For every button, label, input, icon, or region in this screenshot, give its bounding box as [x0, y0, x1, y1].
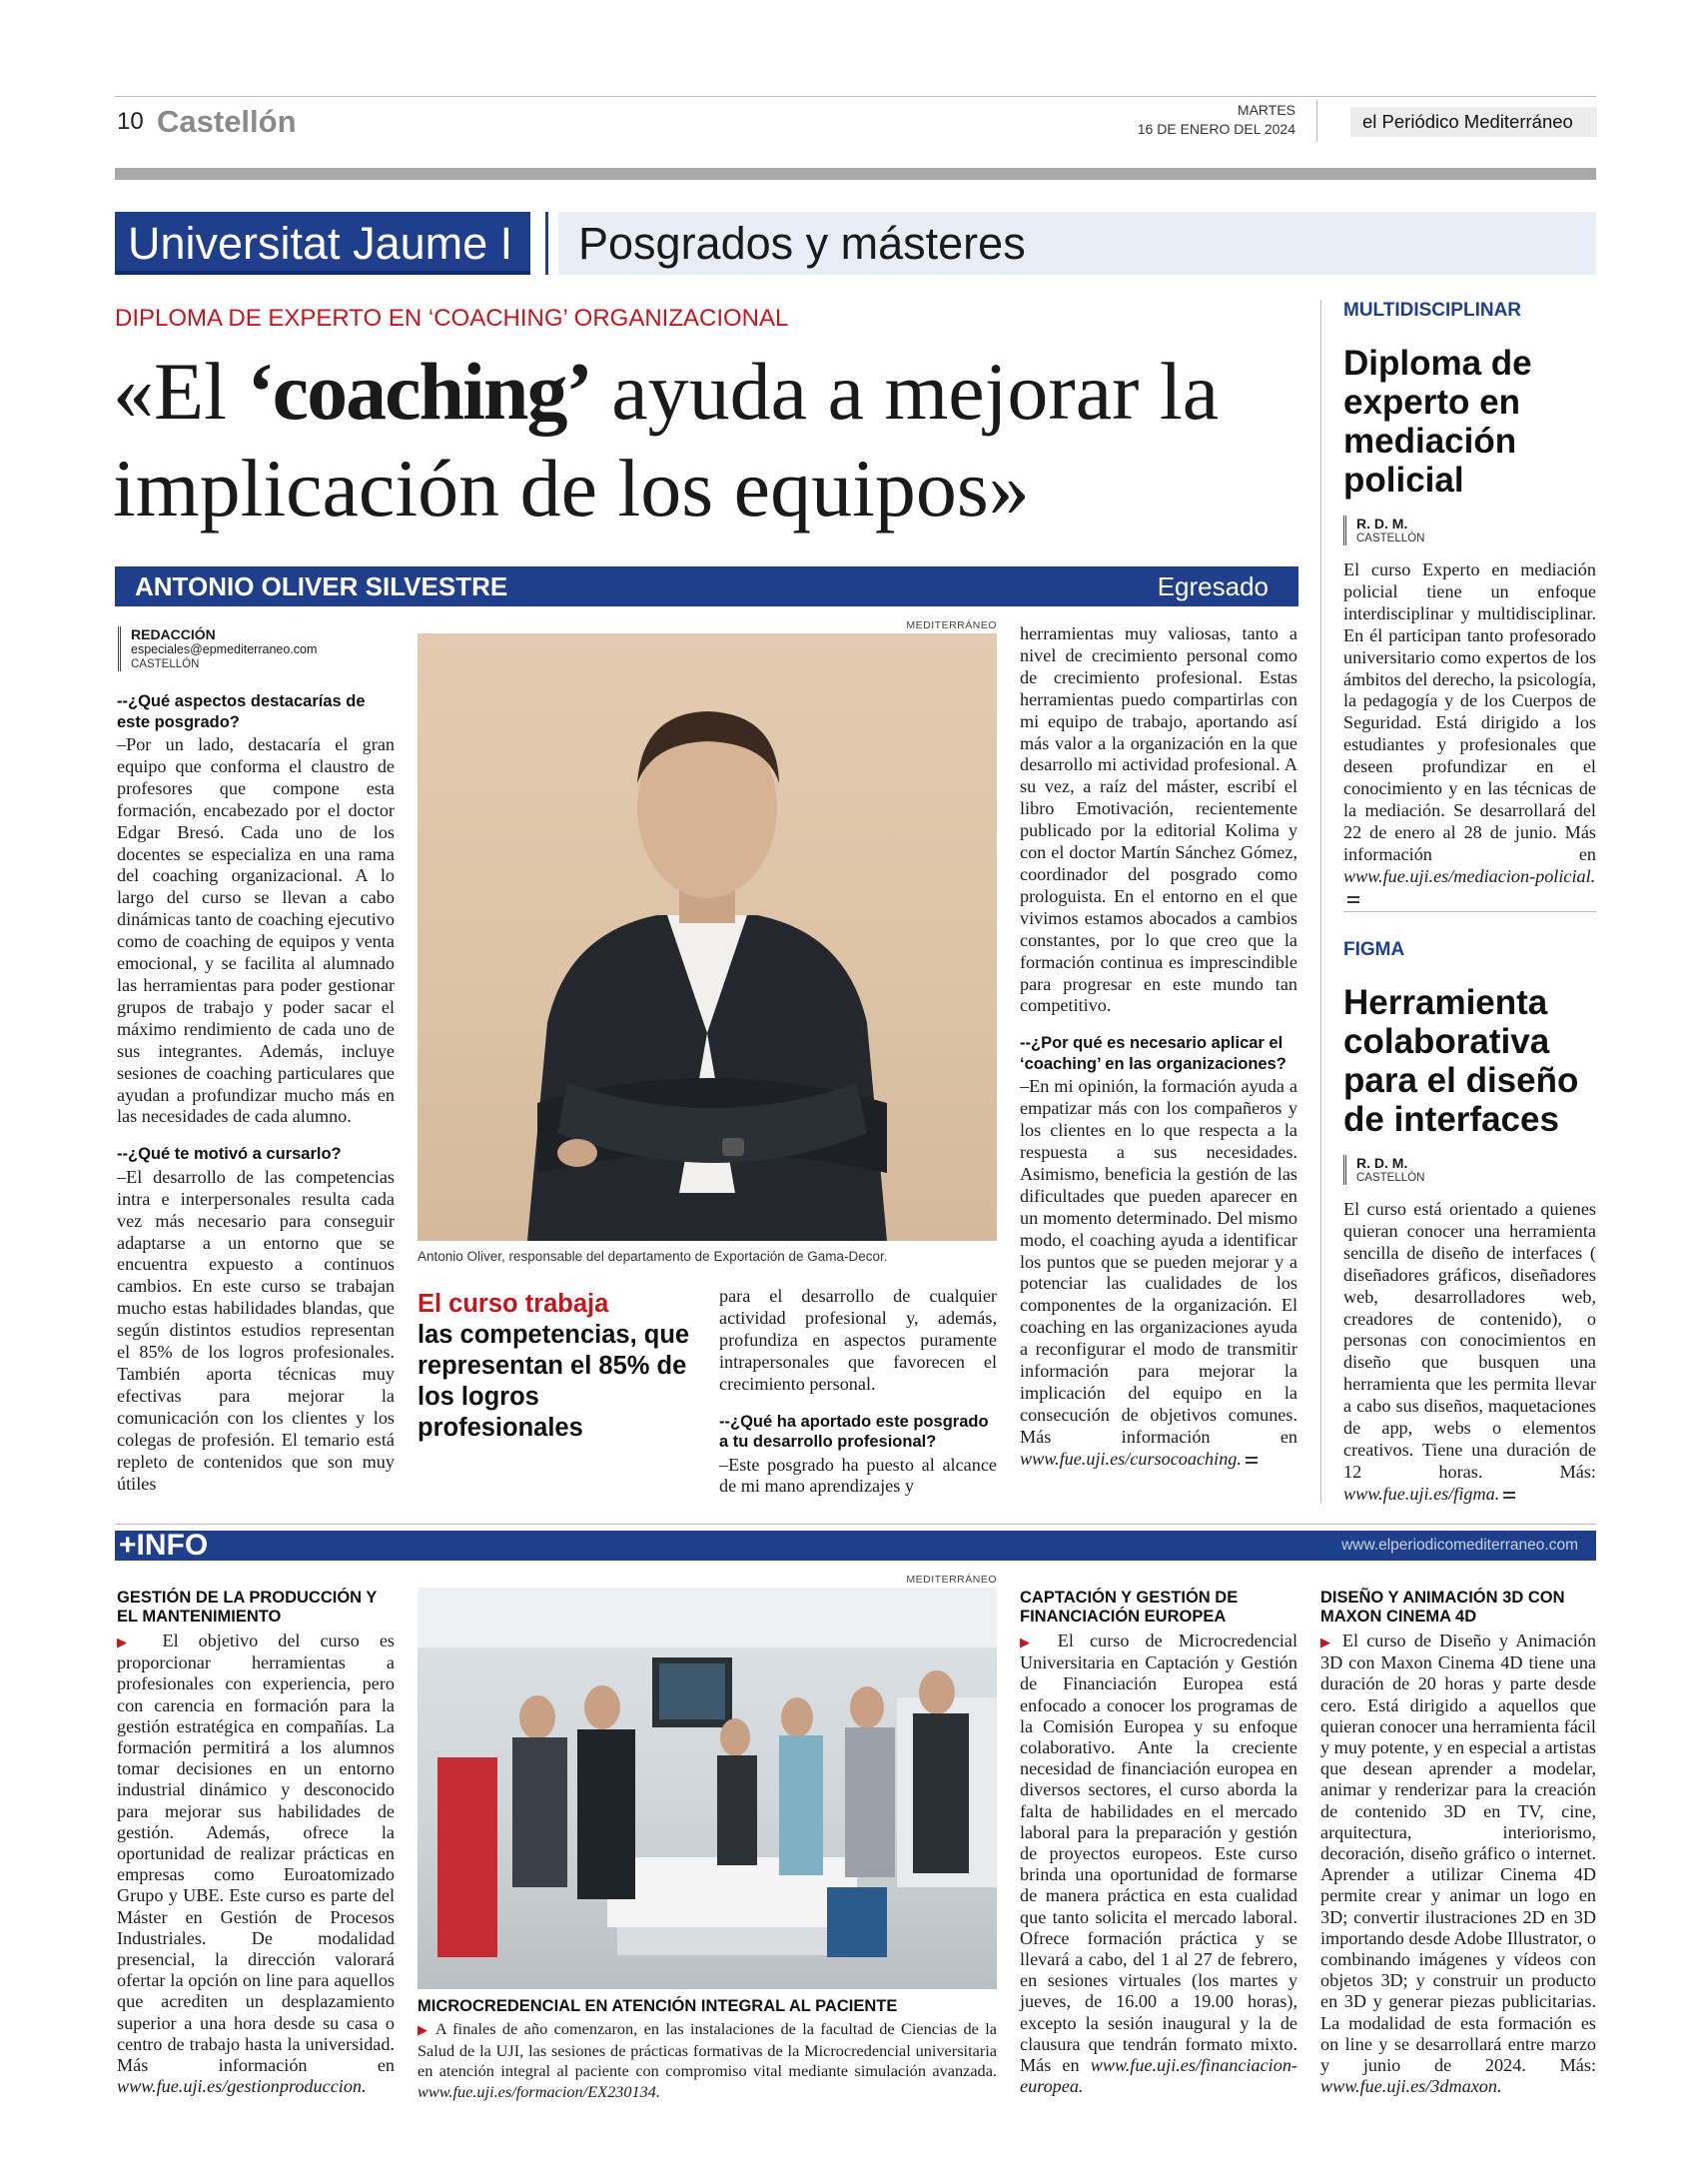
sidebar-1-label: MULTIDISCIPLINAR: [1343, 300, 1522, 321]
answer-2-continued: para el desarrollo de cualquier actividad profesional y, además, profundiza en aspectos puramente intrapersonales que favorecen el crecimiento personal.: [719, 1286, 997, 1394]
sidebar-1-title: Diploma de experto en mediación policial: [1343, 344, 1532, 500]
info-column-1: [117, 1589, 395, 2097]
question-4: --¿Por qué es necesario aplicar el ‘coaching’ en las organizaciones?: [1020, 1034, 1286, 1073]
byline-city: CASTELLÓN: [131, 658, 200, 670]
answer-4-text: –En mi opinión, la formación ayuda a empatizar más con los compañeros y los clientes en lo que respecta a la respuesta a sus necesidades. Asimismo, beneficia la gestión de las dificultades que pueden aparecer en un momento determinado. Del mismo modo, el coaching ayuda a identificar los puntos que se pueden mejorar y a potenciar las cualidades de los componentes de la organización. El coaching en las organizaciones ayuda a reconfigurar el modo de transmitir información para mejorar la implicación del equipo en la consecución de objetivos comunes. Más información en: [1020, 1076, 1297, 1447]
info-1-text: [117, 1631, 395, 2097]
banner-topic: Posgrados y másteres: [558, 212, 1596, 275]
info-3-text: [1020, 1631, 1297, 2097]
info-4-body: El curso de Diseño y Animación 3D con Maxon Cinema 4D tiene una duración de 20 horas y parte desde cero. Está dirigido a aquellos que quieran conocer una herramienta fácil y muy potente, y en especial a artistas que desean aprender a modelar, animar y renderizar para la creación de contenido 3D en TV, cine, arquitectura, interiorismo, decoración, diseño gráfico o internet. Aprender a utilizar Cinema 4D permite crear y animar un logo en 3D; convertir ilustraciones 2D en 3D importando desde Adobe Illustrator, o combinando imágenes y vídeos con objetos 3D; y construir un producto en 3D y generar piezas publicitarias. La modalidad de esta formación es on line y se desarrollará entre marzo y junio de 2024. Más:: [1320, 1631, 1597, 2076]
byline-email: especiales@epmediterraneo.com: [131, 642, 318, 656]
info-3-title: CAPTACIÓN Y GESTIÓN DE FINANCIACIÓN EUROPEA: [1020, 1589, 1239, 1626]
question-3: --¿Qué ha aportado este posgrado a tu desarrollo profesional?: [719, 1412, 989, 1452]
answer-3-continued: herramientas muy valiosas, tanto a nivel de crecimiento personal como de crecimiento profesional. Estas herramientas puedo compartirlas con mi equipo de trabajo, aportando así más valor a la organización en la que desarrollo mi actividad profesional. A su vez, a raíz del máster, escribí el libro Emotivación, recientemente publicado por la editorial Kolima y con el doctor Martín Sánchez Gómez, coordinador del posgrado como prologuista. En el entorno en el que vivimos estamos abocados a cambios constantes, por lo que creo que la formación continua es imprescindible para progresar en este mundo tan competitivo.: [1020, 623, 1297, 1016]
info-photo: [418, 1588, 997, 1989]
page-number: 10: [117, 108, 144, 135]
pull-quote-red: El curso trabaja: [418, 1290, 609, 1318]
info-3-link[interactable]: www.fue.uji.es/financiacion-europea.: [1020, 2055, 1297, 2097]
banner-university: Universitat Jaume I: [115, 212, 530, 275]
section-name: Castellón: [157, 104, 297, 139]
portrait-illustration: [418, 633, 997, 1241]
portrait-caption: Antonio Oliver, responsable del departamento de Exportación de Gama-Decor.: [418, 1249, 888, 1264]
info-photo-caption: [418, 2019, 997, 2102]
article-column-4: [1020, 623, 1297, 1471]
sidebar-1-byline-name: R. D. M.: [1356, 516, 1408, 532]
answer-4-link[interactable]: www.fue.uji.es/cursocoaching.: [1020, 1448, 1242, 1469]
portrait-credit: MEDITERRÁNEO: [906, 619, 997, 631]
info-photo-link[interactable]: www.fue.uji.es/formacion/EX230134.: [418, 2081, 661, 2101]
header-weekday: MARTES: [1237, 102, 1295, 118]
article-kicker: DIPLOMA DE EXPERTO EN ‘COACHING’ ORGANIZACIONAL: [115, 305, 789, 332]
sidebar-rule: [1343, 911, 1596, 912]
sidebar-2-byline-city: CASTELLÓN: [1356, 1172, 1425, 1184]
info-3-body: El curso de Microcredencial Universitaria en Captación y Gestión de Financiación Europea está enfocado a conocer los programas de la Comisión Europea y su enfoque colaborativo. Ante la creciente necesidad de financiación europea en diversos sectores, el curso aborda la falta de habilidades en el mercado laboral para la preparación y gestión de proyectos europeos. Este curso brinda una oportunidad de formarse de manera práctica en esta cualidad que tanto solicita el mercado laboral. Ofrece formación práctica y se llevará a cabo, del 1 al 27 de febrero, en sesiones virtuales (los martes y jueves, de 16.00 a 19.00 horas), excepto la sesión inaugural y la de clausura que tendrán formato mixto. Más en: [1020, 1631, 1298, 2076]
sidebar-2-byline-name: R. D. M.: [1356, 1155, 1408, 1171]
portrait-photo: [418, 633, 997, 1241]
sidebar-2-byline: [1343, 1155, 1596, 1185]
sidebar-story-2: [1343, 939, 1596, 1506]
info-top-rule: [115, 1524, 1596, 1525]
interviewee-name: ANTONIO OLIVER SILVESTRE: [135, 571, 508, 601]
article-column-3: [719, 1286, 997, 1498]
sidebar-divider: [1320, 300, 1321, 1504]
header-bar: [115, 168, 1596, 180]
question-2: --¿Qué te motivó a cursarlo?: [117, 1145, 342, 1164]
byline-name: REDACCIÓN: [131, 626, 216, 642]
bullet-arrow-icon: ▶: [1320, 1635, 1334, 1649]
end-mark-icon: [1347, 896, 1359, 903]
article-byline: [118, 626, 411, 671]
answer-4: [1020, 1076, 1297, 1470]
info-1-link[interactable]: www.fue.uji.es/gestionproduccion.: [117, 2076, 367, 2097]
answer-3: –Este posgrado ha puesto al alcance de mi mano aprendizajes y: [719, 1454, 997, 1497]
bullet-arrow-icon: ▶: [1020, 1635, 1042, 1649]
header-top-rule: [115, 96, 1596, 97]
info-1-title: GESTIÓN DE LA PRODUCCIÓN Y EL MANTENIMIENTO: [117, 1589, 378, 1626]
article-headline: [113, 343, 1311, 537]
sidebar-1-text: [1343, 559, 1596, 910]
headline-post: ayuda a mejorar la implicación de los equipos»: [113, 346, 1220, 534]
info-bar: [115, 1531, 1596, 1561]
answer-1: –Por un lado, destacaría el gran equipo que conforma el claustro de profesores que compone esta formación, encabezado por el doctor Edgar Bresó. Cada uno de los docentes se especializa en una rama del coaching organizacional. A lo largo del curso se llevan a cabo dinámicas tanto de coaching ejecutivo como de coaching de equipos y venta emocional, y se facilita al alumnado las herramientas para poder gestionar grupos de trabajo y poder sacar el máximo rendimiento de cada uno de sus integrantes. Además, incluye sesiones de coaching particulares que ayudan a profundizar mucho más en las necesidades de cada alumno.: [117, 734, 395, 1127]
info-column-3: [1020, 1589, 1297, 2097]
sidebar-1-byline-city: CASTELLÓN: [1356, 533, 1425, 545]
bullet-arrow-icon: ▶: [117, 1635, 143, 1649]
info-website[interactable]: www.elperiodicomediterraneo.com: [1341, 1537, 1578, 1554]
interviewee-bar: [115, 566, 1298, 606]
answer-2: –El desarrollo de las competencias intra e interpersonales resulta cada vez más necesario para conseguir adaptarse a un entorno que se encuentra expuesto a continuos cambios. En este curso se trabajan mucho estas habilidades blandas, que según distintos estudios representan el 85% de los logros profesionales. También aporta técnicas muy efectivas para mejorar la comunicación con los clientes y los colegas de profesión. El temario está repleto de contenidos que son muy útiles: [117, 1166, 395, 1494]
article-column-1: [117, 691, 395, 1495]
bullet-arrow-icon: ▶: [418, 2022, 430, 2037]
pull-quote: [418, 1289, 697, 1444]
banner-divider: [545, 212, 548, 275]
info-4-text: [1320, 1631, 1596, 2097]
info-1-body: El objetivo del curso es proporcionar herramientas a profesionales con experiencia, pero con carencia en formación para la gestión estratégica en compañías. La formación permitirá a los alumnos tomar decisiones en un entorno industrial dinámico y desconocido para mejorar sus habilidades de gestión. Además, ofrece la oportunidad de realizar prácticas en empresas como Euroatomizado Grupo y UBE. Este curso es parte del Máster en Gestión de Procesos Industriales. De modalidad presencial, la dirección valorará ofertar la opción on line para aquellos que acrediten un desplazamiento superior a una hora desde su casa o centro de trabajo hasta la universidad. Más información en: [117, 1631, 395, 2076]
sidebar-1-link[interactable]: www.fue.uji.es/mediacion-policial.: [1343, 865, 1596, 886]
sidebar-1-byline: [1343, 516, 1596, 546]
interviewee-role: Egresado: [1157, 571, 1269, 601]
sidebar-2-title: Herramienta colaborativa para el diseño de interfaces: [1343, 983, 1579, 1139]
sidebar-2-text: [1343, 1199, 1596, 1506]
pull-quote-text: las competencias, que representan el 85% de los logros profesionales: [418, 1321, 690, 1442]
sidebar-2-label: FIGMA: [1343, 939, 1405, 960]
info-4-link[interactable]: www.fue.uji.es/3dmaxon.: [1320, 2076, 1502, 2097]
info-4-title: DISEÑO Y ANIMACIÓN 3D CON MAXON CINEMA 4D: [1320, 1589, 1565, 1626]
end-mark-icon: [1503, 1492, 1515, 1499]
sidebar-1-body: El curso Experto en mediación policial tiene un enfoque interdisciplinar y multidisciplinar. En él participan tanto profesorado universitario como expertos de los ámbitos del derecho, la psicología, la pedagogía y de los Cuerpos de Seguridad. Está dirigido a los estudiantes y profesionales que deseen profundizar en el conocimiento y en las técnicas de la mediación. Se desarrollará del 22 de enero al 28 de junio. Más información en: [1343, 559, 1596, 864]
info-photo-credit: MEDITERRÁNEO: [906, 1574, 997, 1586]
hospital-scene-illustration: [418, 1588, 997, 1989]
newspaper-name: el Periódico Mediterráneo: [1350, 107, 1597, 137]
sidebar-2-body: El curso está orientado a quienes quieran conocer una herramienta sencilla de diseño de interfaces ( diseñadores gráficos, diseñadores web, desarrolladores web, creadores de contenido), o personas con conocimientos en diseño que busquen una herramienta que les permita llevar a cabo sus diseños, maquetaciones de app, webs o elementos creativos. Tiene una duración de 12 horas. Más:: [1343, 1199, 1596, 1482]
question-1: --¿Qué aspectos destacarías de este posgrado?: [117, 692, 366, 731]
headline-pre: «El: [113, 346, 248, 437]
header-divider: [1316, 100, 1317, 142]
end-mark-icon: [1246, 1457, 1258, 1464]
sidebar-story-1: [1343, 300, 1596, 910]
info-photo-caption-title: MICROCREDENCIAL EN ATENCIÓN INTEGRAL AL PACIENTE: [418, 1997, 898, 2015]
info-column-4: [1320, 1589, 1596, 2097]
header-date: 16 DE ENERO DEL 2024: [1137, 121, 1295, 137]
info-label: +INFO: [119, 1529, 209, 1562]
headline-bold: ‘coaching’: [247, 346, 591, 437]
sidebar-2-link[interactable]: www.fue.uji.es/figma.: [1343, 1483, 1500, 1504]
info-photo-caption-text: A finales de año comenzaron, en las instalaciones de la facultad de Ciencias de la Salud de la UJI, las sesiones de prácticas formativas de la Microcredencial universitaria en atención integral al paciente con compromiso vital mediante simulación avanzada.: [418, 2019, 997, 2080]
